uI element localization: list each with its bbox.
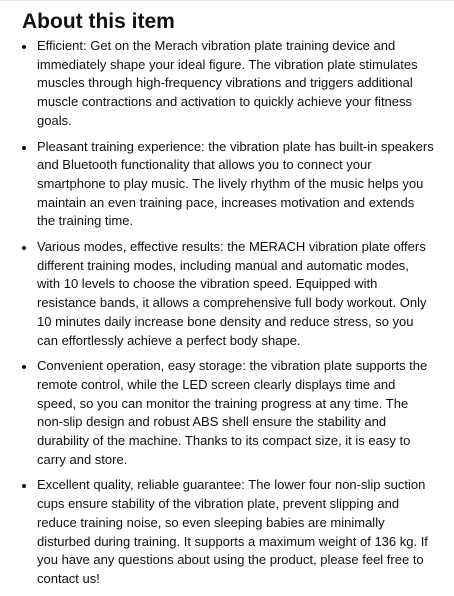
feature-bullet-text: Pleasant training experience: the vibration plate has built-in speakers and Bluetooth functionality that allows you to connect your smartphone to play music. The lively rhythm of the music helps you maintain an even training pace, increases motivation and extends the training time. [37, 138, 434, 229]
feature-bullet-text: Convenient operation, easy storage: the vibration plate supports the remote control, while the LED screen clearly displays time and speed, so you can monitor the training progress at any time. The non-slip design and robust ABS shell ensure the stability and durability of the machine. Thanks to its compact size, it is easy to carry and store. [37, 358, 428, 467]
bullet-icon [22, 365, 26, 369]
bullet-icon [22, 146, 26, 150]
feature-bullet-text: Various modes, effective results: the MERACH vibration plate offers different training modes, including manual and automatic modes, with 10 levels to choose the vibration speed. Equipped with resistance bands, it allows a comprehensive full body workout. Only 10 minutes daily increase bone density and reduce stress, so you can effortlessly achieve a perfect body shape. [37, 239, 427, 348]
section-title: About this item [22, 10, 175, 33]
feature-bullet-item [22, 37, 434, 131]
bullet-icon [22, 45, 26, 49]
bullet-icon [22, 246, 26, 250]
feature-bullet-text: Efficient: Get on the Merach vibration plate training device and immediately shape your ideal figure. The vibration plate stimulates muscles through high-frequency vibrations and triggers additional muscle contractions and activation to quickly achieve your fitness goals. [37, 38, 418, 128]
feature-bullet-list [22, 37, 434, 596]
bullet-icon [22, 484, 26, 488]
feature-bullet-item [22, 357, 434, 469]
feature-bullet-item [22, 238, 434, 350]
feature-bullet-text: Excellent quality, reliable guarantee: The lower four non-slip suction cups ensure stability of the vibration plate, prevent slipping and reduce training noise, so even sleeping babies are minimally disturbed during training. It supports a maximum weight of 136 kg. If you have any questions about using the product, please feel free to contact us! [37, 477, 428, 586]
feature-bullet-item [22, 476, 434, 588]
feature-bullet-item [22, 138, 434, 232]
